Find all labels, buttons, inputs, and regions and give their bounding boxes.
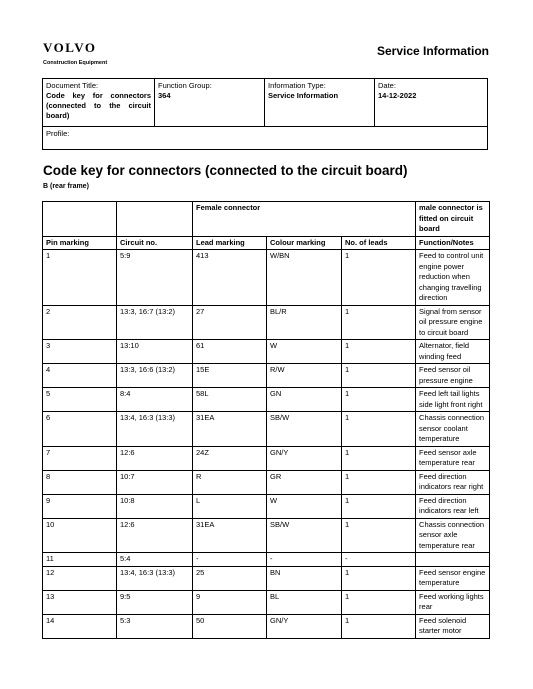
column-header: Pin marking	[43, 236, 117, 250]
group-female-header: Female connector	[193, 202, 416, 237]
number-of-leads-cell: 1	[342, 364, 416, 388]
number-of-leads-cell: 1	[342, 340, 416, 364]
function-notes-cell: Chassis connection sensor axle temperature rear	[416, 518, 490, 553]
table-row	[43, 590, 490, 614]
circuit-number-cell: 8:4	[117, 388, 193, 412]
lead-marking-cell: 31EA	[193, 518, 267, 553]
number-of-leads-cell: 1	[342, 470, 416, 494]
profile-row	[43, 126, 487, 140]
pin-marking-cell: 11	[43, 553, 117, 567]
lead-marking-cell: L	[193, 494, 267, 518]
document-info-box	[42, 78, 488, 150]
function-notes-cell: Alternator, field winding feed	[416, 340, 490, 364]
page-title: Code key for connectors (connected to the circuit board)	[43, 163, 408, 178]
colour-marking-cell: GN/Y	[267, 614, 342, 638]
lead-marking-cell: 58L	[193, 388, 267, 412]
lead-marking-cell: R	[193, 470, 267, 494]
group-empty-cell	[117, 202, 193, 237]
colour-marking-cell: W/BN	[267, 250, 342, 306]
page-subtitle: B (rear frame)	[43, 183, 89, 190]
table-row	[43, 412, 490, 447]
number-of-leads-cell: 1	[342, 388, 416, 412]
colour-marking-cell: R/W	[267, 364, 342, 388]
pin-marking-cell: 8	[43, 470, 117, 494]
circuit-number-cell: 5:4	[117, 553, 193, 567]
function-group-value: 364	[158, 91, 171, 100]
document-title-cell	[43, 79, 155, 126]
pin-marking-cell: 7	[43, 446, 117, 470]
function-notes-cell: Feed sensor engine temperature	[416, 566, 490, 590]
function-notes-cell: Feed working lights rear	[416, 590, 490, 614]
column-header: Colour marking	[267, 236, 342, 250]
pin-marking-cell: 13	[43, 590, 117, 614]
number-of-leads-cell: 1	[342, 250, 416, 306]
circuit-number-cell: 13:3, 16:7 (13:2)	[117, 305, 193, 340]
pin-marking-cell: 10	[43, 518, 117, 553]
circuit-number-cell: 12:6	[117, 518, 193, 553]
lead-marking-cell: 24Z	[193, 446, 267, 470]
table-row	[43, 388, 490, 412]
colour-marking-cell: W	[267, 340, 342, 364]
date-value: 14-12-2022	[378, 91, 417, 100]
function-notes-cell: Signal from sensor oil pressure engine to circuit board	[416, 305, 490, 340]
function-notes-cell	[416, 553, 490, 567]
information-type-label: Information Type:	[268, 81, 326, 90]
table-row	[43, 566, 490, 590]
table-row	[43, 553, 490, 567]
lead-marking-cell: -	[193, 553, 267, 567]
function-notes-cell: Feed direction indicators rear left	[416, 494, 490, 518]
lead-marking-cell: 25	[193, 566, 267, 590]
pin-marking-cell: 14	[43, 614, 117, 638]
volvo-logo: VOLVO	[43, 40, 97, 55]
pin-marking-cell: 5	[43, 388, 117, 412]
group-header-row	[43, 202, 490, 237]
date-cell	[375, 79, 487, 126]
table-row	[43, 340, 490, 364]
column-header: Lead marking	[193, 236, 267, 250]
colour-marking-cell: GN/Y	[267, 446, 342, 470]
pin-marking-cell: 2	[43, 305, 117, 340]
colour-marking-cell: SB/W	[267, 412, 342, 447]
colour-marking-cell: BN	[267, 566, 342, 590]
number-of-leads-cell: 1	[342, 412, 416, 447]
pin-marking-cell: 3	[43, 340, 117, 364]
circuit-number-cell: 13:4, 16:3 (13:3)	[117, 566, 193, 590]
group-male-header: male connector is fitted on circuit board	[416, 202, 490, 237]
pin-marking-cell: 1	[43, 250, 117, 306]
table-row	[43, 494, 490, 518]
logo-subtitle: Construction Equipment	[43, 60, 108, 66]
lead-marking-cell: 27	[193, 305, 267, 340]
document-title-label: Document Title:	[46, 81, 99, 90]
pin-marking-cell: 9	[43, 494, 117, 518]
colour-marking-cell: BL/R	[267, 305, 342, 340]
circuit-number-cell: 10:7	[117, 470, 193, 494]
circuit-number-cell: 12:6	[117, 446, 193, 470]
function-notes-cell: Feed solenoid starter motor	[416, 614, 490, 638]
circuit-number-cell: 5:3	[117, 614, 193, 638]
number-of-leads-cell: -	[342, 553, 416, 567]
information-type-value: Service Information	[268, 91, 339, 100]
lead-marking-cell: 15E	[193, 364, 267, 388]
lead-marking-cell: 9	[193, 590, 267, 614]
table-row	[43, 250, 490, 306]
circuit-number-cell: 13:4, 16:3 (13:3)	[117, 412, 193, 447]
document-type-heading: Service Information	[376, 44, 489, 58]
number-of-leads-cell: 1	[342, 305, 416, 340]
circuit-number-cell: 13:3, 16:6 (13:2)	[117, 364, 193, 388]
column-header: No. of leads	[342, 236, 416, 250]
pin-marking-cell: 4	[43, 364, 117, 388]
function-notes-cell: Feed direction indicators rear right	[416, 470, 490, 494]
circuit-number-cell: 10:8	[117, 494, 193, 518]
number-of-leads-cell: 1	[342, 614, 416, 638]
function-notes-cell: Feed to control unit engine power reduction when changing travelling direction	[416, 250, 490, 306]
circuit-number-cell: 5:9	[117, 250, 193, 306]
colour-marking-cell: GN	[267, 388, 342, 412]
function-group-label: Function Group:	[158, 81, 212, 90]
profile-label: Profile:	[46, 129, 70, 138]
colour-marking-cell: -	[267, 553, 342, 567]
table-row	[43, 305, 490, 340]
colour-marking-cell: SB/W	[267, 518, 342, 553]
number-of-leads-cell: 1	[342, 446, 416, 470]
pin-marking-cell: 12	[43, 566, 117, 590]
pin-marking-cell: 6	[43, 412, 117, 447]
column-header: Function/Notes	[416, 236, 490, 250]
circuit-number-cell: 13:10	[117, 340, 193, 364]
date-label: Date:	[378, 81, 396, 90]
function-notes-cell: Feed sensor axle temperature rear	[416, 446, 490, 470]
number-of-leads-cell: 1	[342, 590, 416, 614]
colour-marking-cell: W	[267, 494, 342, 518]
number-of-leads-cell: 1	[342, 566, 416, 590]
group-empty-cell	[43, 202, 117, 237]
table-row	[43, 364, 490, 388]
connector-table	[42, 201, 490, 639]
table-row	[43, 614, 490, 638]
lead-marking-cell: 413	[193, 250, 267, 306]
information-type-cell	[265, 79, 375, 126]
colour-marking-cell: GR	[267, 470, 342, 494]
number-of-leads-cell: 1	[342, 518, 416, 553]
lead-marking-cell: 50	[193, 614, 267, 638]
column-header-row	[43, 236, 490, 250]
function-notes-cell: Chassis connection sensor coolant temperature	[416, 412, 490, 447]
function-group-cell	[155, 79, 265, 126]
document-title-value: Code key for connectors (connected to the circuit board)	[46, 91, 151, 120]
colour-marking-cell: BL	[267, 590, 342, 614]
number-of-leads-cell: 1	[342, 494, 416, 518]
table-row	[43, 518, 490, 553]
table-row	[43, 470, 490, 494]
function-notes-cell: Feed left tail lights side light front right	[416, 388, 490, 412]
lead-marking-cell: 31EA	[193, 412, 267, 447]
table-row	[43, 446, 490, 470]
function-notes-cell: Feed sensor oil pressure engine	[416, 364, 490, 388]
lead-marking-cell: 61	[193, 340, 267, 364]
circuit-number-cell: 9:5	[117, 590, 193, 614]
column-header: Circuit no.	[117, 236, 193, 250]
